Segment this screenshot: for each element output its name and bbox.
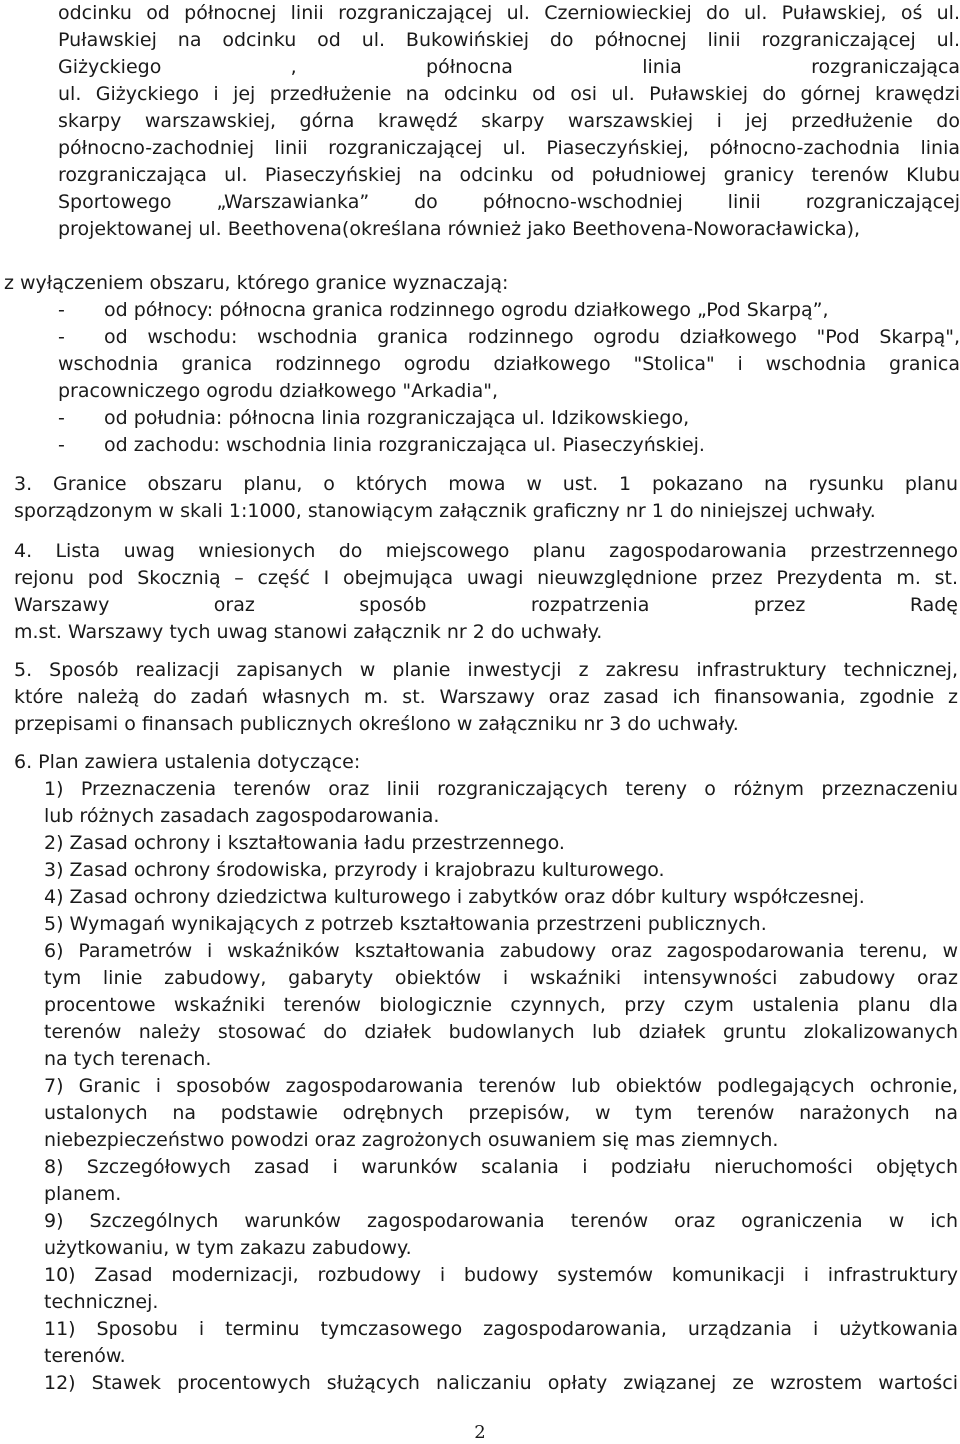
text-line: niebezpieczeństwo powodzi oraz zagrożonych osuwaniem się mas ziemnych. — [44, 1129, 779, 1151]
text-line: od wschodu: wschodnia granica rodzinnego ogrodu działkowego "Pod Skarpą", — [104, 326, 960, 348]
text-line: 8) Szczegółowych zasad i warunków scalania i podziału nieruchomości objętych — [44, 1156, 958, 1178]
list-item — [44, 884, 958, 911]
list-dash: - — [58, 299, 65, 321]
list-item — [44, 857, 958, 884]
list-item — [44, 938, 958, 1073]
text-line: rozgraniczająca ul. Piaseczyńskiej na odcinku od południowej granicy terenów Klubu — [58, 164, 960, 186]
text-line: terenów. — [44, 1345, 126, 1367]
text-line: 5) Wymagań wynikających z potrzeb kształtowania przestrzeni publicznych. — [44, 913, 767, 935]
list-item — [44, 1262, 958, 1316]
page-number: 2 — [474, 1422, 486, 1443]
text-line: 6. Plan zawiera ustalenia dotyczące: — [14, 751, 361, 773]
text-line: 12) Stawek procentowych służących naliczaniu opłaty związanej ze wzrostem wartości — [44, 1372, 958, 1394]
text-line: 4) Zasad ochrony dziedzictwa kulturowego i zabytków oraz dóbr kultury współczesnej. — [44, 886, 865, 908]
text-line: 7) Granic i sposobów zagospodarowania terenów lub obiektów podlegających ochronie, — [44, 1075, 958, 1097]
list-item — [44, 1208, 958, 1262]
text-line: 6) Parametrów i wskaźników kształtowania zabudowy oraz zagospodarowania terenu, w — [44, 940, 958, 962]
text-line: które należą do zadań własnych m. st. Warszawy oraz zasad ich finansowania, zgodnie z — [14, 686, 958, 708]
text-line: odcinku od północnej linii rozgraniczającej ul. Czerniowieckiej do ul. Puławskiej, oś ul. — [58, 2, 960, 24]
list-item — [44, 1154, 958, 1208]
text-line: z wyłączeniem obszaru, którego granice wyznaczają: — [4, 272, 509, 294]
text-line: ustalonych na podstawie odrębnych przepisów, w tym terenów narażonych na — [44, 1102, 958, 1124]
text-line: wschodnia granica rodzinnego ogrodu działkowego "Stolica" i wschodnia granica — [58, 353, 960, 375]
text-line: planem. — [44, 1183, 122, 1205]
text-line: od zachodu: wschodnia linia rozgraniczająca ul. Piaseczyńskiej. — [104, 434, 705, 456]
text-line: użytkowaniu, w tym zakazu zabudowy. — [44, 1237, 412, 1259]
list-item — [44, 1370, 958, 1397]
text-line: od południa: północna linia rozgraniczająca ul. Idzikowskiego, — [104, 407, 690, 429]
text-line: tym linie zabudowy, gabaryty obiektów i wskaźniki intensywności zabudowy oraz — [44, 967, 958, 989]
exclusion-item-south — [104, 405, 960, 432]
section-6-heading — [14, 749, 958, 776]
intro-paragraph — [58, 0, 960, 243]
text-line: 5. Sposób realizacji zapisanych w planie inwestycji z zakresu infrastruktury technicznej, — [14, 659, 958, 681]
text-line: pracowniczego ogrodu działkowego "Arkadia", — [58, 380, 499, 402]
text-line: 4. Lista uwag wniesionych do miejscowego planu zagospodarowania przestrzennego — [14, 540, 958, 562]
text-line: rejonu pod Skocznią – część I obejmująca uwagi nieuwzględnione przez Prezydenta m. st. — [14, 567, 958, 589]
text-line: skarpy warszawskiej, górna krawędź skarpy warszawskiej i jej przedłużenie do — [58, 110, 960, 132]
list-item — [44, 776, 958, 830]
text-line: terenów należy stosować do działek budowlanych lub działek gruntu zlokalizowanych — [44, 1021, 958, 1043]
exclusion-item-east — [58, 324, 960, 405]
text-line: projektowanej ul. Beethovena(określana również jako Beethovena-Noworacławicka), — [58, 218, 861, 240]
text-line: Puławskiej na odcinku od ul. Bukowińskiej do północnej linii rozgraniczającej ul. — [58, 29, 960, 51]
text-line: 9) Szczególnych warunków zagospodarowania terenów oraz ograniczenia w ich — [44, 1210, 958, 1232]
text-line: 1) Przeznaczenia terenów oraz linii rozgraniczających tereny o różnym przeznaczeniu — [44, 778, 958, 800]
text-line: sporządzonym w skali 1:1000, stanowiącym załącznik graficzny nr 1 do niniejszej uchwały. — [14, 500, 876, 522]
text-line: od północy: północna granica rodzinnego ogrodu działkowego „Pod Skarpą”, — [104, 299, 829, 321]
text-line: Giżyckiego , północna linia rozgraniczająca — [58, 56, 960, 78]
list-dash: - — [58, 407, 65, 429]
list-dash: - — [58, 434, 65, 456]
section-3 — [14, 471, 958, 525]
text-line: 10) Zasad modernizacji, rozbudowy i budowy systemów komunikacji i infrastruktury — [44, 1264, 958, 1286]
text-line: Sportowego „Warszawianka” do północno-wschodniej linii rozgraniczającej — [58, 191, 960, 213]
exclusion-item-north — [104, 297, 960, 324]
text-line: ul. Giżyckiego i jej przedłużenie na odcinku od osi ul. Puławskiej do górnej krawędzi — [58, 83, 960, 105]
text-line: technicznej. — [44, 1291, 159, 1313]
list-dash: - — [58, 326, 65, 348]
text-line: procentowe wskaźniki terenów biologicznie czynnych, przy czym ustalenia planu dla — [44, 994, 958, 1016]
text-line: przepisami o finansach publicznych określono w załączniku nr 3 do uchwały. — [14, 713, 739, 735]
text-line: m.st. Warszawy tych uwag stanowi załącznik nr 2 do uchwały. — [14, 621, 603, 643]
text-line: Warszawy oraz sposób rozpatrzenia przez Radę — [14, 594, 958, 616]
list-item — [44, 911, 958, 938]
section-4 — [14, 538, 958, 646]
list-item — [44, 1316, 958, 1370]
text-line: 11) Sposobu i terminu tymczasowego zagospodarowania, urządzania i użytkowania — [44, 1318, 958, 1340]
list-item — [44, 1073, 958, 1154]
text-line: 3) Zasad ochrony środowiska, przyrody i krajobrazu kulturowego. — [44, 859, 665, 881]
exclusion-lead — [4, 270, 904, 297]
text-line: 2) Zasad ochrony i kształtowania ładu przestrzennego. — [44, 832, 565, 854]
text-line: północno-zachodniej linii rozgraniczającej ul. Piaseczyńskiej, północno-zachodnia linia — [58, 137, 960, 159]
text-line: 3. Granice obszaru planu, o których mowa w ust. 1 pokazano na rysunku planu — [14, 473, 958, 495]
list-item — [44, 830, 958, 857]
section-5 — [14, 657, 958, 738]
text-line: na tych terenach. — [44, 1048, 212, 1070]
text-line: lub różnych zasadach zagospodarowania. — [44, 805, 440, 827]
exclusion-item-west — [104, 432, 960, 459]
section-6-list — [44, 776, 958, 1397]
